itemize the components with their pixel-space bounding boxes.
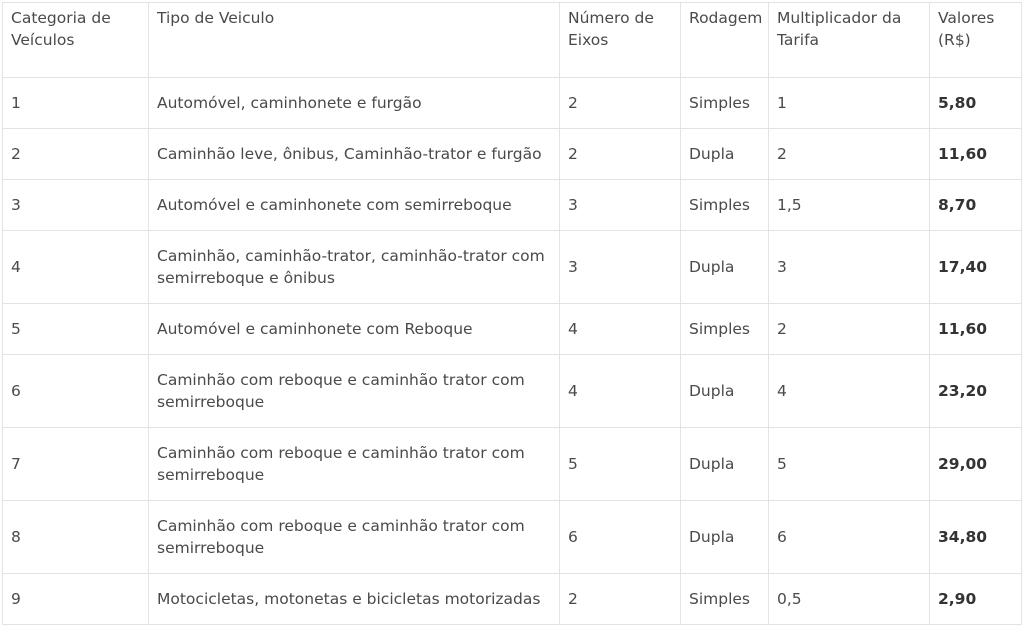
cell-rodagem: Simples (681, 180, 769, 231)
cell-multiplicador: 6 (769, 501, 930, 574)
cell-eixos: 3 (560, 231, 681, 304)
table-row (3, 355, 1022, 428)
cell-eixos: 4 (560, 355, 681, 428)
cell-tipo: Caminhão com reboque e caminhão trator com semirreboque (149, 428, 560, 501)
cell-valor: 34,80 (930, 501, 1022, 574)
cell-categoria: 1 (3, 78, 149, 129)
cell-categoria: 4 (3, 231, 149, 304)
header-categoria: Categoria de Veículos (3, 3, 149, 78)
cell-eixos: 4 (560, 304, 681, 355)
header-multiplicador: Multiplicador da Tarifa (769, 3, 930, 78)
cell-eixos: 3 (560, 180, 681, 231)
cell-eixos: 2 (560, 78, 681, 129)
cell-multiplicador: 2 (769, 304, 930, 355)
cell-categoria: 5 (3, 304, 149, 355)
cell-valor: 8,70 (930, 180, 1022, 231)
cell-multiplicador: 1 (769, 78, 930, 129)
cell-rodagem: Dupla (681, 231, 769, 304)
table-row (3, 574, 1022, 625)
cell-categoria: 3 (3, 180, 149, 231)
cell-rodagem: Simples (681, 574, 769, 625)
cell-tipo: Automóvel e caminhonete com Reboque (149, 304, 560, 355)
table-row (3, 129, 1022, 180)
cell-valor: 29,00 (930, 428, 1022, 501)
toll-table (2, 2, 1022, 625)
cell-multiplicador: 1,5 (769, 180, 930, 231)
cell-valor: 23,20 (930, 355, 1022, 428)
cell-tipo: Automóvel e caminhonete com semirreboque (149, 180, 560, 231)
cell-rodagem: Dupla (681, 501, 769, 574)
table-header-row (3, 3, 1022, 78)
cell-eixos: 2 (560, 574, 681, 625)
header-tipo: Tipo de Veiculo (149, 3, 560, 78)
cell-rodagem: Simples (681, 304, 769, 355)
cell-tipo: Motocicletas, motonetas e bicicletas motorizadas (149, 574, 560, 625)
table-row (3, 428, 1022, 501)
cell-multiplicador: 5 (769, 428, 930, 501)
cell-valor: 2,90 (930, 574, 1022, 625)
cell-tipo: Automóvel, caminhonete e furgão (149, 78, 560, 129)
table-row (3, 501, 1022, 574)
header-valores: Valores (R$) (930, 3, 1022, 78)
cell-tipo: Caminhão com reboque e caminhão trator com semirreboque (149, 355, 560, 428)
cell-categoria: 9 (3, 574, 149, 625)
cell-valor: 11,60 (930, 304, 1022, 355)
table-row (3, 231, 1022, 304)
cell-tipo: Caminhão com reboque e caminhão trator com semirreboque (149, 501, 560, 574)
cell-rodagem: Dupla (681, 428, 769, 501)
cell-rodagem: Dupla (681, 129, 769, 180)
cell-tipo: Caminhão leve, ônibus, Caminhão-trator e furgão (149, 129, 560, 180)
cell-multiplicador: 2 (769, 129, 930, 180)
header-eixos: Número de Eixos (560, 3, 681, 78)
cell-multiplicador: 3 (769, 231, 930, 304)
cell-categoria: 2 (3, 129, 149, 180)
cell-categoria: 8 (3, 501, 149, 574)
cell-multiplicador: 4 (769, 355, 930, 428)
cell-multiplicador: 0,5 (769, 574, 930, 625)
table-row (3, 304, 1022, 355)
header-rodagem: Rodagem (681, 3, 769, 78)
cell-categoria: 7 (3, 428, 149, 501)
cell-valor: 5,80 (930, 78, 1022, 129)
cell-eixos: 5 (560, 428, 681, 501)
cell-valor: 11,60 (930, 129, 1022, 180)
cell-rodagem: Dupla (681, 355, 769, 428)
cell-eixos: 6 (560, 501, 681, 574)
cell-rodagem: Simples (681, 78, 769, 129)
table-row (3, 78, 1022, 129)
cell-categoria: 6 (3, 355, 149, 428)
cell-eixos: 2 (560, 129, 681, 180)
cell-tipo: Caminhão, caminhão-trator, caminhão-trator com semirreboque e ônibus (149, 231, 560, 304)
table-row (3, 180, 1022, 231)
cell-valor: 17,40 (930, 231, 1022, 304)
